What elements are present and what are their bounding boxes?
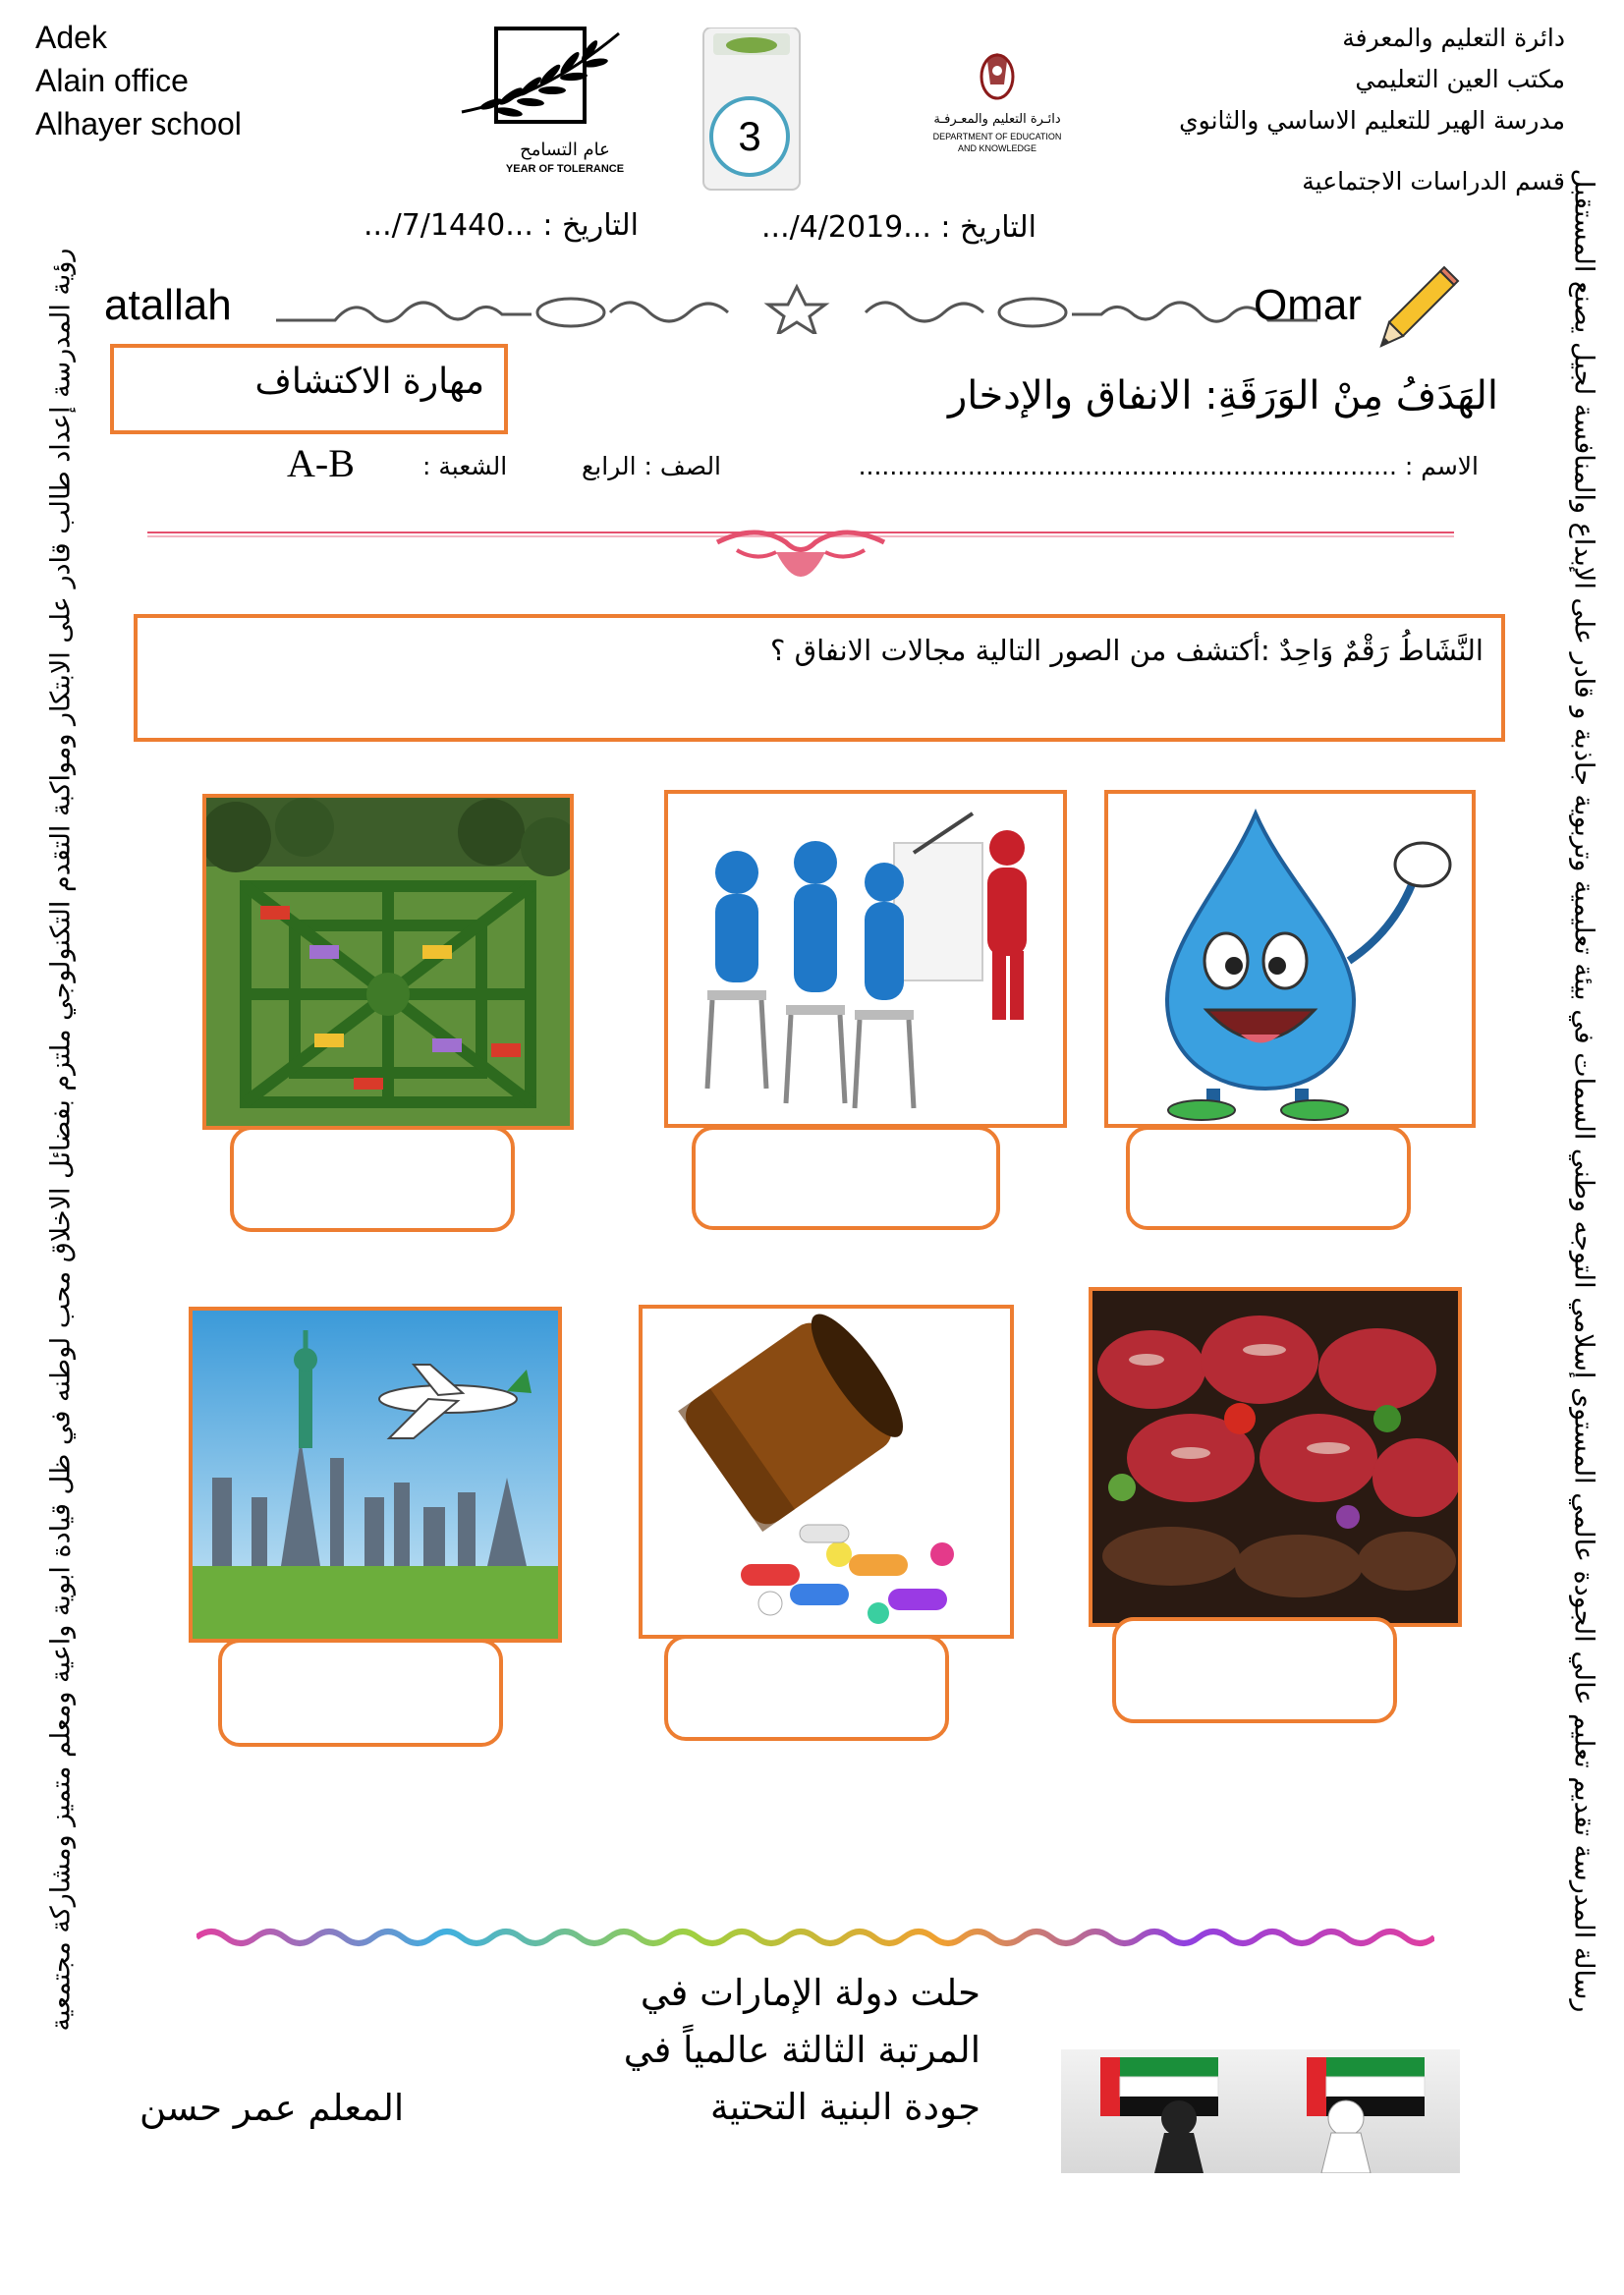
school-vision-text: رؤية المدرسة إعداد طالب قادر على الابتكار ومواكبة التقدم التكنولوجي ملتزم بفضائل الاخلاق محب لوطنه في ظل قيادة ابوية واعية ومعلم متميز ومشاركة مجتمعية xyxy=(45,248,77,2032)
teacher-name: المعلم عمر حسن xyxy=(140,2087,405,2129)
meat-image xyxy=(1089,1287,1462,1627)
garden-icon xyxy=(206,798,570,1126)
uae-flag-image xyxy=(1061,2049,1460,2173)
adek-logo-english-2: AND KNOWLEDGE xyxy=(957,143,1036,153)
worksheet-number-circle xyxy=(709,96,790,177)
class-label: الصف : الرابع xyxy=(582,452,722,480)
school-mission-text: رسالة المدرسة تقديم تعليم عالي الجودة عالمي المستوى إسلامي التوجه وطني السمات في بيئة تعليمية وتربوية جاذبة و قادر على الإبداع والمنافسة لجيل يصنع المستقبل xyxy=(1568,168,1599,2013)
adek-logo-english-1: DEPARTMENT OF EDUCATION xyxy=(932,132,1062,141)
tolerance-logo-english: YEAR OF TOLERANCE xyxy=(505,163,625,175)
medicine-icon xyxy=(643,1309,1010,1635)
ornament-divider xyxy=(276,283,1317,334)
water-drop-image xyxy=(1104,790,1476,1128)
header-english xyxy=(35,16,242,145)
header-arabic xyxy=(1054,18,1565,202)
school-mission-vertical xyxy=(1569,169,1599,2013)
travel-icon xyxy=(193,1311,558,1639)
activity-box xyxy=(134,614,1505,742)
header-arabic-line: مكتب العين التعليمي xyxy=(1355,65,1565,93)
travel-image xyxy=(189,1307,562,1643)
pencil-icon xyxy=(1372,265,1460,354)
adek-logo xyxy=(914,49,1081,157)
header-arabic-line: قسم الدراسات الاجتماعية xyxy=(1302,167,1565,196)
answer-box-5[interactable] xyxy=(664,1635,949,1741)
meat-icon xyxy=(1092,1291,1458,1623)
uae-fact xyxy=(391,1965,980,2136)
worksheet-goal: الهَدَفُ مِنْ الوَرَقَةِ: الانفاق والإدخار xyxy=(947,373,1498,419)
uae-flag-icon xyxy=(1061,2049,1460,2173)
classroom-icon xyxy=(668,794,1063,1124)
worksheet-number: 3 xyxy=(738,113,761,159)
section-label: الشعبة : xyxy=(422,452,508,480)
colorful-divider xyxy=(196,1918,1434,1957)
emblem-icon xyxy=(914,49,1081,108)
uae-fact-line: جودة البنية التحتية xyxy=(709,2086,980,2128)
activity-title: النَّشَاطُ رَقْمٌ وَاحِدٌ :أكتشف من الصور التالية مجالات الانفاق ؟ xyxy=(769,634,1484,667)
skill-label: مهارة الاكتشاف xyxy=(254,362,484,402)
answer-box-6[interactable] xyxy=(1112,1617,1397,1723)
section-value: A-B xyxy=(287,441,355,485)
header-arabic-line: دائرة التعليم والمعرفة xyxy=(1342,24,1565,52)
header-english-line: Alain office xyxy=(35,63,189,98)
answer-box-4[interactable] xyxy=(218,1639,503,1747)
header-english-line: Adek xyxy=(35,20,107,55)
banner-right-name: Omar xyxy=(1254,281,1362,329)
worksheet-badge xyxy=(694,28,810,195)
name-field: الاسم : ..................................................................... xyxy=(858,452,1479,480)
classroom-image xyxy=(664,790,1067,1128)
answer-box-1[interactable] xyxy=(230,1126,515,1232)
header-arabic-line: مدرسة الهير للتعليم الاساسي والثانوي xyxy=(1179,106,1565,135)
name-banner xyxy=(94,265,1470,354)
decorative-divider xyxy=(147,503,1454,611)
medicine-image xyxy=(639,1305,1014,1639)
answer-box-3[interactable] xyxy=(1126,1126,1411,1230)
date-hijri: التاريخ : ...7/1440/... xyxy=(364,208,639,243)
skill-box xyxy=(110,344,508,434)
answer-box-2[interactable] xyxy=(692,1126,1000,1230)
school-vision-vertical xyxy=(46,249,77,2032)
adek-logo-arabic: دائـرة التعليم والمعـرفـة xyxy=(933,112,1061,127)
garden-image xyxy=(202,794,574,1130)
banner-left-name: atallah xyxy=(104,281,232,329)
tolerance-logo-arabic: عام التسامح xyxy=(520,140,610,160)
header-english-line: Alhayer school xyxy=(35,106,242,141)
uae-fact-line: المرتبة الثالثة عالمياً في xyxy=(623,2029,980,2071)
uae-fact-line: حلت دولة الإمارات في xyxy=(640,1972,980,2014)
water-drop-icon xyxy=(1108,794,1472,1124)
year-of-tolerance-logo xyxy=(452,14,663,186)
date-gregorian: التاريخ : ...4/2019/... xyxy=(761,210,1036,245)
